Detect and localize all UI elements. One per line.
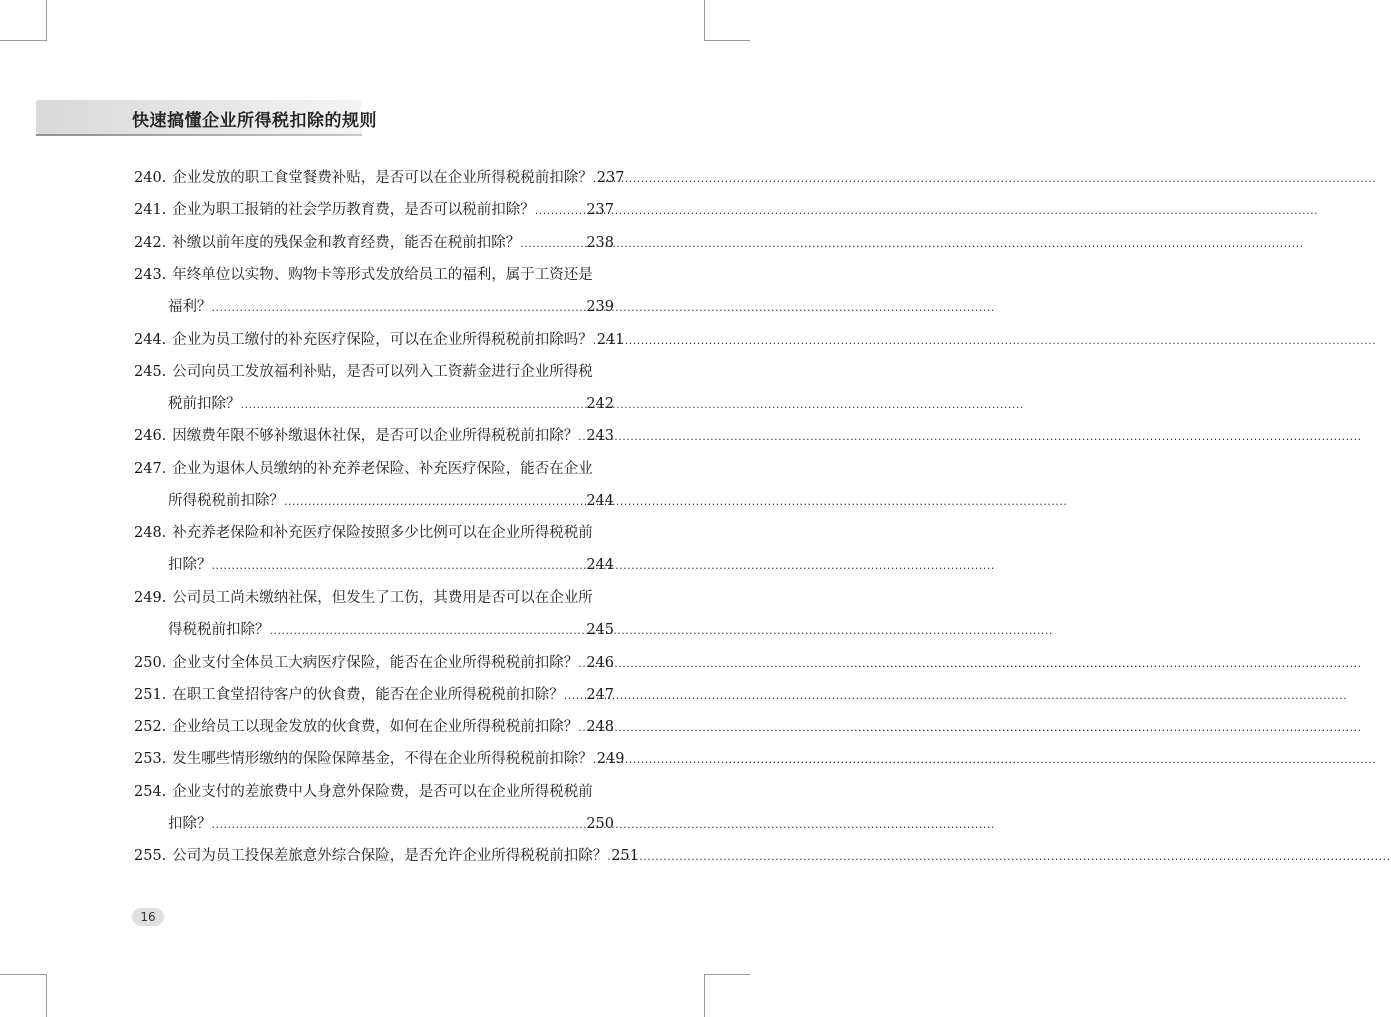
dot-leader [578, 426, 586, 448]
dot-leader [270, 620, 587, 642]
toc-entry-line [134, 329, 625, 351]
toc-entry-title: 公司向员工发放福利补贴，是否可以列入工资薪金进行企业所得税 [172, 363, 593, 380]
toc-entry[interactable] [134, 361, 614, 415]
toc-entry-number: 253. [134, 751, 167, 768]
toc-page-number: 238 [586, 234, 614, 251]
dot-leader [241, 394, 587, 416]
toc-entry-number: 255. [134, 848, 167, 865]
toc-entry-title: 企业为员工缴付的补充医疗保险，可以在企业所得税税前扣除吗？ [172, 331, 593, 348]
toc-entry-number: 245. [134, 363, 167, 380]
toc-entry-number: 249. [134, 589, 167, 606]
toc-entry-number: 243. [134, 266, 167, 283]
toc-entry-title: 在职工食堂招待客户的伙食费，能否在企业所得税税前扣除？ [172, 686, 564, 703]
toc-entry-title: 企业发放的职工食堂餐费补贴，是否可以在企业所得税税前扣除？ [172, 170, 593, 186]
toc-entry-line [134, 845, 639, 867]
toc-entry[interactable] [134, 587, 614, 641]
toc-entry-line [134, 652, 614, 674]
toc-entry[interactable] [134, 522, 614, 576]
toc-entry-number: 248. [134, 525, 167, 542]
toc-entry-number: 241. [134, 202, 167, 219]
toc-entry-line [134, 684, 614, 706]
dot-leader [578, 653, 586, 675]
toc-entry[interactable] [134, 781, 614, 835]
dot-leader [535, 200, 587, 222]
toc-entry[interactable] [134, 264, 614, 318]
toc-page-number: 248 [586, 719, 614, 736]
crop-mark [704, 0, 705, 41]
toc-entry-line [134, 393, 614, 415]
toc-entry-title: 所得税税前扣除？ [168, 492, 284, 509]
page-number: 16 [132, 908, 164, 926]
toc-page-number: 242 [586, 395, 614, 412]
dot-leader [212, 814, 587, 836]
toc-page-number: 244 [586, 557, 614, 574]
toc-entry-line [134, 522, 614, 544]
toc-entry-title: 年终单位以实物、购物卡等形式发放给员工的福利，属于工资还是 [172, 266, 593, 283]
toc-entry[interactable] [134, 748, 625, 770]
toc-entry-title: 扣除？ [168, 815, 212, 832]
header-underline [36, 134, 362, 136]
toc-entry-line [134, 813, 614, 835]
toc-entry-line [134, 716, 614, 738]
toc-page-number: 237 [596, 170, 625, 186]
toc-entry-line [134, 425, 614, 447]
toc-entry-number: 246. [134, 428, 167, 445]
toc-entry[interactable] [134, 716, 614, 738]
running-header-title: 快速搞懂企业所得税扣除的规则 [132, 111, 377, 131]
toc-entry-line [134, 361, 614, 383]
toc-page-number: 244 [586, 492, 614, 509]
toc-entry-number: 242. [134, 234, 167, 251]
toc-entry-title: 福利？ [168, 298, 212, 315]
toc-entry-title: 税前扣除？ [168, 395, 241, 412]
toc-entry[interactable] [134, 845, 639, 867]
toc-entry-number: 240. [134, 170, 167, 186]
toc-entry-line [134, 748, 625, 770]
toc-entry-title: 因缴费年限不够补缴退休社保，是否可以企业所得税税前扣除？ [172, 428, 579, 445]
toc-entry-number: 247. [134, 460, 167, 477]
toc-entry[interactable] [134, 652, 614, 674]
toc-page-number: 245 [586, 621, 614, 638]
crop-mark [46, 0, 47, 41]
toc-entry-title: 企业为退休人员缴纳的补充养老保险、补充医疗保险，能否在企业 [172, 460, 593, 477]
toc-page-number: 247 [586, 686, 614, 703]
crop-mark [704, 974, 750, 975]
toc-page-number: 237 [586, 202, 614, 219]
toc-entry-title: 发生哪些情形缴纳的保险保障基金，不得在企业所得税税前扣除？ [172, 751, 593, 768]
toc-page-number: 241 [596, 331, 625, 348]
crop-mark [704, 974, 705, 1017]
toc-page-number: 251 [611, 848, 639, 865]
toc-entry[interactable] [134, 167, 625, 189]
dot-leader [212, 297, 587, 319]
dot-leader [212, 555, 587, 577]
toc-entry-line [134, 587, 614, 609]
toc-entry-title: 企业支付全体员工大病医疗保险，能否在企业所得税税前扣除？ [172, 654, 579, 671]
toc-entry[interactable] [134, 329, 625, 351]
toc-entry[interactable] [134, 232, 614, 254]
toc-entry[interactable] [134, 425, 614, 447]
toc-page-number: 243 [586, 428, 614, 445]
toc-entry-title: 企业支付的差旅费中人身意外保险费，是否可以在企业所得税税前 [172, 783, 593, 800]
toc-entry-title: 补缴以前年度的残保金和教育经费，能否在税前扣除？ [172, 234, 521, 251]
crop-mark [46, 974, 47, 1017]
toc-entry-title: 公司为员工投保差旅意外综合保险，是否允许企业所得税税前扣除？ [172, 848, 608, 865]
dot-leader [564, 685, 587, 707]
toc-entry-line [134, 458, 614, 480]
toc-entry-number: 250. [134, 654, 167, 671]
toc-entry-title: 公司员工尚未缴纳社保，但发生了工伤，其费用是否可以在企业所 [172, 589, 593, 606]
dot-leader [520, 233, 586, 255]
toc-entry-title: 企业为职工报销的社会学历教育费，是否可以税前扣除？ [172, 202, 535, 219]
toc-entry-title: 补充养老保险和补充医疗保险按照多少比例可以在企业所得税税前 [172, 525, 593, 542]
toc-entry-line [134, 554, 614, 576]
toc-entry-line [134, 490, 614, 512]
crop-mark [704, 40, 750, 41]
toc-entry-line [134, 167, 625, 189]
crop-mark [0, 974, 46, 975]
toc-page-number: 246 [586, 654, 614, 671]
dot-leader [578, 717, 586, 739]
toc-entry-title: 扣除？ [168, 557, 212, 574]
toc-entry[interactable] [134, 458, 614, 512]
toc-entry-title: 得税税前扣除？ [168, 621, 270, 638]
toc-entry-line [134, 264, 614, 286]
toc-entry-line [134, 232, 614, 254]
toc-entry-number: 254. [134, 783, 167, 800]
toc-entry-title: 企业给员工以现金发放的伙食费，如何在企业所得税税前扣除？ [172, 719, 579, 736]
toc-entry-line [134, 199, 614, 221]
dot-leader [284, 491, 586, 513]
toc-entry-number: 244. [134, 331, 167, 348]
toc-entry[interactable] [134, 199, 614, 221]
toc-page-number: 249 [596, 751, 625, 768]
toc-page-number: 250 [586, 815, 614, 832]
toc-entry-number: 252. [134, 719, 167, 736]
toc-entry-line [134, 781, 614, 803]
toc-page-number: 239 [586, 298, 614, 315]
toc-entry-line [134, 619, 614, 641]
toc-entry-number: 251. [134, 686, 167, 703]
crop-mark [0, 40, 46, 41]
toc-entry-line [134, 296, 614, 318]
toc-entry[interactable] [134, 684, 614, 706]
